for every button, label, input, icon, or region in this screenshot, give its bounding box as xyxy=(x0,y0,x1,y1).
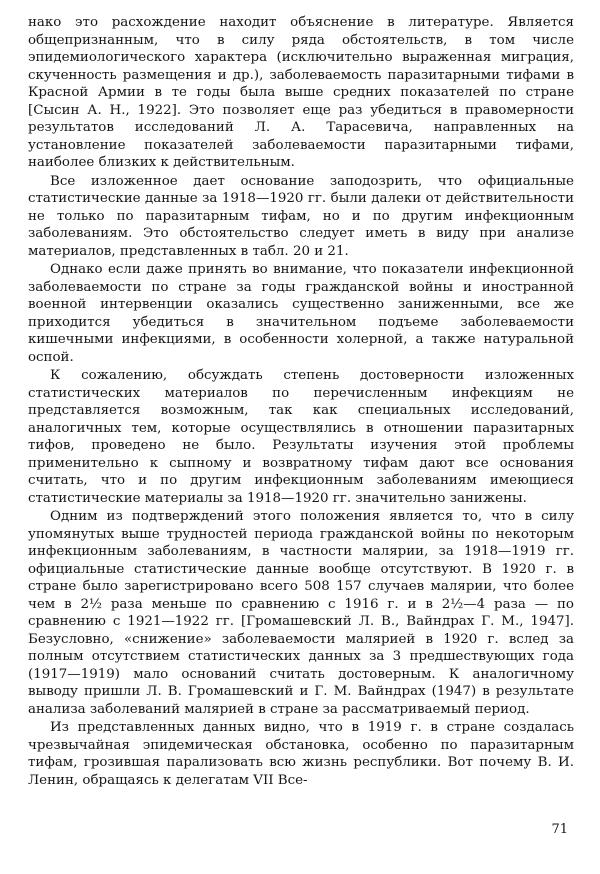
paragraph: Из представленных данных видно, что в 1919 г. в стране создалась чрезвычайная эпидемическая обстановка, особенно по паразитарным тифам, грозившая парализовать всю жизнь республики. Вот почему В. И. Ленин, обращаясь к делегатам VII Все- xyxy=(28,720,574,788)
paragraph: Одним из подтверждений этого положения является то, что в силу упомянутых выше трудностей периода гражданской войны по некоторым инфекционным заболеваниям, в частности малярии, за 1918—1919 гг. официальные статистические данные вообще отсутствуют. В 1920 г. в стране было зарегистрировано всего 508 157 случаев малярии, что более чем в 2½ раза меньше по сравнению с 1916 г. и в 2½—4 раза — по сравнению с 1921—1922 гг. [Громашевский Л. В., Вайндрах Г. М., 1947]. Безусловно, «снижение» заболеваемости малярией в 1920 г. вслед за полным отсутствием статистических данных за 3 предшествующих года (1917—1919) мало оснований считать достоверным. К аналогичному выводу пришли Л. В. Громашевский и Г. М. Вайндрах (1947) в результате анализа заболеваний малярией в стране за рассматриваемый период. xyxy=(28,509,574,717)
paragraph: Все изложенное дает основание заподозрить, что официальные статистические данные за 1918—1920 гг. были далеки от действительности не только по паразитарным тифам, но и по другим инфекционным заболеваниям. Это обстоятельство следует иметь в виду при анализе материалов, представленных в табл. 20 и 21. xyxy=(28,173,574,259)
paragraph: К сожалению, обсуждать степень достоверности изложенных статистических материалов по перечисленным инфекциям не представляется возможным, так как специальных исследований, аналогичных тем, которые осуществлялись в отношении паразитарных тифов, проведено не было. Результаты изучения этой проблемы применительно к сыпному и возвратному тифам дают все основания считать, что и по другим инфекционным заболеваниям имеющиеся статистические материалы за 1918—1920 гг. значительно занижены. xyxy=(28,368,574,506)
paragraph: Однако если даже принять во внимание, что показатели инфекционной заболеваемости по стране за годы гражданской войны и иностранной военной интервенции оказались существенно заниженными, все же приходится убедиться в значительном подъеме заболеваемости кишечными инфекциями, в особенности холерной, а также натуральной оспой. xyxy=(28,262,574,365)
paragraph-continued: нако это расхождение находит объяснение в литературе. Является общепризнанным, что в силу ряда обстоятельств, в том числе эпидемиологического характера (исключительно выраженная миграция, скученность размещения и др.), заболеваемость паразитарными тифами в Красной Армии в те годы была выше средних показателей по стране [Сысин А. Н., 1922]. Это позволяет еще раз убедиться в правомерности результатов исследований Л. А. Тарасевича, направленных на установление показателей заболеваемости паразитарными тифами, наиболее близких к действительным. xyxy=(28,15,574,170)
page-body xyxy=(28,14,574,789)
page-number: 71 xyxy=(551,822,568,837)
